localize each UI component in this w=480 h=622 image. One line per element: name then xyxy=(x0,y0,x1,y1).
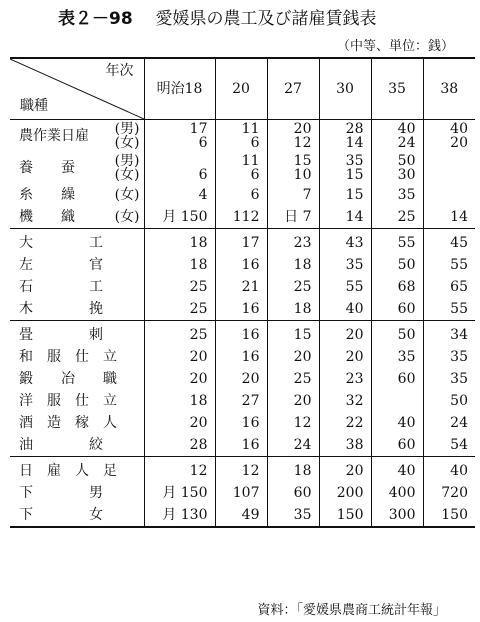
value-cell xyxy=(319,434,371,457)
value: 25 xyxy=(189,327,208,343)
value: 15 xyxy=(293,327,312,343)
value-cell xyxy=(371,434,423,457)
value: 12 xyxy=(189,463,208,479)
value-cell xyxy=(215,298,267,321)
value: 35 xyxy=(397,187,416,203)
value-cell xyxy=(319,457,371,483)
value: 18 xyxy=(189,235,208,251)
value-cell xyxy=(267,254,319,276)
gender-label: (女) xyxy=(114,167,140,183)
value: 20 xyxy=(189,371,208,387)
value: 16 xyxy=(241,437,260,453)
value-cell xyxy=(319,390,371,412)
occupation-name: 機 織 xyxy=(19,209,75,225)
occupation-label xyxy=(10,412,144,434)
gender-label: (女) xyxy=(114,209,140,225)
value: 40 xyxy=(450,121,468,137)
value: 16 xyxy=(241,257,260,273)
value-cell xyxy=(215,457,267,483)
value-cell xyxy=(215,434,267,457)
value-cell xyxy=(267,152,319,184)
value-cell xyxy=(215,206,267,229)
value: 16 xyxy=(241,349,260,365)
value: 12 xyxy=(293,415,312,431)
value: 50 xyxy=(450,393,468,409)
value-cell xyxy=(144,229,215,255)
value-cell xyxy=(144,206,215,229)
value-cell xyxy=(371,152,423,184)
value: 150 xyxy=(441,507,468,523)
value: 14 xyxy=(345,135,364,151)
value: 6 xyxy=(198,167,208,183)
occupation-name: 左 官 xyxy=(19,257,103,273)
table-row xyxy=(10,368,475,390)
value-cell xyxy=(423,457,475,483)
gender-label: (男) xyxy=(114,153,140,169)
value: 34 xyxy=(450,327,468,343)
value: 50 xyxy=(397,327,416,343)
table-row xyxy=(10,434,475,457)
occupation-label xyxy=(10,276,144,298)
occupation-name: 下 女 xyxy=(19,507,103,523)
value-cell xyxy=(423,412,475,434)
table-row xyxy=(10,298,475,321)
value-cell xyxy=(371,184,423,206)
value-cell xyxy=(423,206,475,229)
value-cell xyxy=(267,504,319,527)
table-title xyxy=(58,4,376,29)
value: 17 xyxy=(241,235,260,251)
value-cell xyxy=(319,298,371,321)
table-row xyxy=(10,457,475,483)
value-cell xyxy=(267,184,319,206)
value: 28 xyxy=(189,437,208,453)
value-cell xyxy=(371,346,423,368)
occupation-label xyxy=(10,120,144,153)
value-cell xyxy=(144,504,215,527)
value: 40 xyxy=(450,463,468,479)
value: 68 xyxy=(397,279,416,295)
occupation-name: 畳 刺 xyxy=(19,327,103,343)
value-cell xyxy=(144,321,215,347)
value-cell xyxy=(144,298,215,321)
value-cell xyxy=(371,229,423,255)
value: 60 xyxy=(293,485,312,501)
value-cell xyxy=(144,152,215,184)
value: 18 xyxy=(293,257,312,273)
header-year-label: 年次 xyxy=(105,63,134,79)
value: 35 xyxy=(450,349,468,365)
value-cell xyxy=(319,368,371,390)
value-cell xyxy=(319,412,371,434)
value: 38 xyxy=(345,437,364,453)
value-cell xyxy=(215,390,267,412)
value: 18 xyxy=(189,257,208,273)
table-row xyxy=(10,390,475,412)
value: 35 xyxy=(397,349,416,365)
value: 11 xyxy=(241,153,260,169)
value-cell xyxy=(144,434,215,457)
table-row xyxy=(10,229,475,255)
occupation-label xyxy=(10,504,144,527)
value-cell xyxy=(144,276,215,298)
year-header: 38 xyxy=(423,58,475,120)
value-cell xyxy=(267,368,319,390)
value: 15 xyxy=(293,153,312,169)
value: 14 xyxy=(450,209,468,225)
value: 20 xyxy=(189,415,208,431)
header-corner xyxy=(10,58,144,120)
occupation-label xyxy=(10,457,144,483)
value: 25 xyxy=(189,279,208,295)
value: 15 xyxy=(345,187,364,203)
value: 55 xyxy=(345,279,364,295)
value: 10 xyxy=(293,167,312,183)
value-cell xyxy=(267,346,319,368)
value: 35 xyxy=(450,371,468,387)
value: 40 xyxy=(397,415,416,431)
value: 16 xyxy=(241,327,260,343)
value: 20 xyxy=(345,349,364,365)
value-cell xyxy=(215,152,267,184)
value-cell xyxy=(144,412,215,434)
value-cell xyxy=(267,457,319,483)
value: 20 xyxy=(241,371,260,387)
value-cell xyxy=(267,276,319,298)
table-row xyxy=(10,120,475,153)
value-cell xyxy=(371,120,423,153)
value: 7 xyxy=(302,187,312,203)
value: 55 xyxy=(397,235,416,251)
value: 18 xyxy=(293,301,312,317)
value: 6 xyxy=(198,135,208,151)
table-row xyxy=(10,206,475,229)
occupation-name: 日 雇 人 足 xyxy=(19,463,117,479)
value-cell xyxy=(423,346,475,368)
value: 20 xyxy=(345,463,364,479)
value: 18 xyxy=(189,393,208,409)
value-cell xyxy=(371,504,423,527)
value-cell xyxy=(319,276,371,298)
table-row xyxy=(10,412,475,434)
value: 25 xyxy=(293,371,312,387)
value-cell xyxy=(267,229,319,255)
value-cell xyxy=(371,254,423,276)
value: 60 xyxy=(397,371,416,387)
value-cell xyxy=(371,206,423,229)
year-header: 30 xyxy=(319,58,371,120)
value-cell xyxy=(215,504,267,527)
value: 月 130 xyxy=(162,507,208,523)
value-cell xyxy=(144,482,215,504)
occupation-name: 木 挽 xyxy=(19,301,103,317)
value: 200 xyxy=(336,485,364,501)
occupation-name: 油 絞 xyxy=(19,437,103,453)
value: 50 xyxy=(397,257,416,273)
value-cell xyxy=(267,390,319,412)
value-cell xyxy=(267,482,319,504)
occupation-label xyxy=(10,254,144,276)
occupation-label xyxy=(10,390,144,412)
value: 35 xyxy=(345,153,364,169)
value-cell xyxy=(215,321,267,347)
value: 16 xyxy=(241,415,260,431)
year-header: 35 xyxy=(371,58,423,120)
value: 25 xyxy=(397,209,416,225)
value: 24 xyxy=(397,135,416,151)
value-cell xyxy=(267,412,319,434)
value: 23 xyxy=(345,371,364,387)
value: 65 xyxy=(450,279,468,295)
value: 15 xyxy=(345,167,364,183)
value-cell xyxy=(215,120,267,153)
value xyxy=(145,154,208,168)
value-cell xyxy=(215,482,267,504)
occupation-label xyxy=(10,346,144,368)
value: 20 xyxy=(189,349,208,365)
occupation-name: 洋 服 仕 立 xyxy=(19,393,117,409)
value: 40 xyxy=(397,463,416,479)
occupation-name: 和 服 仕 立 xyxy=(19,349,117,365)
value: 55 xyxy=(450,257,468,273)
value-cell xyxy=(319,482,371,504)
value-cell xyxy=(319,321,371,347)
value: 18 xyxy=(293,463,312,479)
value: 21 xyxy=(241,279,260,295)
value: 45 xyxy=(450,235,468,251)
value-cell xyxy=(371,457,423,483)
value: 60 xyxy=(397,437,416,453)
value: 35 xyxy=(293,507,312,523)
header-occupation-label: 職種 xyxy=(20,98,48,114)
value-cell xyxy=(319,346,371,368)
occupation-name: 養 蚕 xyxy=(19,160,75,176)
value: 25 xyxy=(189,301,208,317)
value: 35 xyxy=(345,257,364,273)
value: 28 xyxy=(345,121,364,137)
value-cell xyxy=(144,368,215,390)
value-cell xyxy=(319,206,371,229)
value-cell xyxy=(371,276,423,298)
value: 112 xyxy=(232,209,260,225)
value: 20 xyxy=(293,349,312,365)
source-note: 資料：「愛媛県農商工統計年報」 xyxy=(257,603,446,618)
value: 300 xyxy=(388,507,416,523)
occupation-name: 下 男 xyxy=(19,485,103,501)
header-row xyxy=(10,58,475,120)
value: 55 xyxy=(450,301,468,317)
value-cell xyxy=(371,298,423,321)
occupation-label xyxy=(10,482,144,504)
value-cell xyxy=(267,321,319,347)
gender-label: (女) xyxy=(114,135,140,151)
value-cell xyxy=(371,390,423,412)
year-header: 明治18 xyxy=(144,58,215,120)
gender-label: (女) xyxy=(114,187,140,203)
value-cell xyxy=(215,276,267,298)
value: 400 xyxy=(388,485,416,501)
value-cell xyxy=(215,184,267,206)
value-cell xyxy=(423,254,475,276)
value: 日 7 xyxy=(284,209,312,225)
value: 11 xyxy=(241,121,260,137)
value: 43 xyxy=(345,235,364,251)
value: 27 xyxy=(241,393,260,409)
value: 49 xyxy=(241,507,260,523)
value: 月 150 xyxy=(162,485,208,501)
value-cell xyxy=(423,368,475,390)
value: 60 xyxy=(397,301,416,317)
value-cell xyxy=(371,482,423,504)
value: 150 xyxy=(336,507,364,523)
value: 6 xyxy=(250,187,260,203)
value-cell xyxy=(267,120,319,153)
value-cell xyxy=(319,229,371,255)
value: 20 xyxy=(450,135,468,151)
value: 17 xyxy=(189,121,208,137)
value: 6 xyxy=(250,135,260,151)
value xyxy=(424,154,469,168)
occupation-label xyxy=(10,206,144,229)
value: 720 xyxy=(441,485,468,501)
value: 14 xyxy=(345,209,364,225)
occupation-name: 糸 繰 xyxy=(19,187,75,203)
value-cell xyxy=(371,368,423,390)
value-cell xyxy=(319,152,371,184)
value-cell xyxy=(215,368,267,390)
value: 40 xyxy=(397,121,416,137)
value: 12 xyxy=(241,463,260,479)
wage-table xyxy=(10,57,475,528)
value: 32 xyxy=(345,393,364,409)
value-cell xyxy=(423,321,475,347)
occupation-name: 鍛 冶 職 xyxy=(19,371,117,387)
value-cell xyxy=(267,298,319,321)
value-cell xyxy=(267,206,319,229)
value: 107 xyxy=(232,485,260,501)
year-header: 20 xyxy=(215,58,267,120)
unit-note: （中等、単位：銭） xyxy=(336,39,454,54)
value-cell xyxy=(423,229,475,255)
value-cell xyxy=(371,412,423,434)
table-title-text: 愛媛県の農工及び諸雇賃銭表 xyxy=(155,9,377,29)
value: 24 xyxy=(293,437,312,453)
value: 24 xyxy=(450,415,468,431)
value-cell xyxy=(423,434,475,457)
value: 20 xyxy=(293,393,312,409)
table-number: 表２－98 xyxy=(58,9,133,29)
value: 22 xyxy=(345,415,364,431)
value-cell xyxy=(423,184,475,206)
value: 12 xyxy=(293,135,312,151)
value-cell xyxy=(423,120,475,153)
value: 23 xyxy=(293,235,312,251)
gender-label: (男) xyxy=(114,121,140,137)
value: 16 xyxy=(241,301,260,317)
occupation-label xyxy=(10,321,144,347)
occupation-name: 農作業日雇 xyxy=(19,128,89,144)
value-cell xyxy=(319,184,371,206)
value-cell xyxy=(215,229,267,255)
value-cell xyxy=(423,152,475,184)
value: 月 150 xyxy=(162,209,208,225)
value xyxy=(424,168,469,182)
value: 54 xyxy=(450,437,468,453)
value-cell xyxy=(215,254,267,276)
value: 6 xyxy=(250,167,260,183)
value-cell xyxy=(319,254,371,276)
table-row xyxy=(10,276,475,298)
value-cell xyxy=(371,321,423,347)
table-row xyxy=(10,152,475,184)
value-cell xyxy=(215,412,267,434)
value: 20 xyxy=(293,121,312,137)
table-row xyxy=(10,482,475,504)
occupation-label xyxy=(10,184,144,206)
value-cell xyxy=(144,457,215,483)
occupation-label xyxy=(10,152,144,184)
value-cell xyxy=(215,346,267,368)
value-cell xyxy=(144,390,215,412)
table-row xyxy=(10,254,475,276)
table-row xyxy=(10,184,475,206)
occupation-name: 酒 造 稼 人 xyxy=(19,415,117,431)
value-cell xyxy=(144,184,215,206)
value-cell xyxy=(319,120,371,153)
value-cell xyxy=(144,254,215,276)
table-row xyxy=(10,504,475,527)
occupation-label xyxy=(10,298,144,321)
table-row xyxy=(10,346,475,368)
value: 40 xyxy=(345,301,364,317)
value-cell xyxy=(144,120,215,153)
occupation-name: 石 工 xyxy=(19,279,103,295)
value-cell xyxy=(144,346,215,368)
value-cell xyxy=(423,504,475,527)
occupation-label xyxy=(10,229,144,255)
value-cell xyxy=(423,298,475,321)
value: 4 xyxy=(198,187,208,203)
value-cell xyxy=(319,504,371,527)
value-cell xyxy=(423,482,475,504)
value-cell xyxy=(267,434,319,457)
table-row xyxy=(10,321,475,347)
value-cell xyxy=(423,276,475,298)
occupation-label xyxy=(10,434,144,457)
value: 50 xyxy=(397,153,416,169)
occupation-name: 大 工 xyxy=(19,235,103,251)
value: 30 xyxy=(397,167,416,183)
value: 25 xyxy=(293,279,312,295)
year-header: 27 xyxy=(267,58,319,120)
value: 20 xyxy=(345,327,364,343)
value-cell xyxy=(423,390,475,412)
occupation-label xyxy=(10,368,144,390)
